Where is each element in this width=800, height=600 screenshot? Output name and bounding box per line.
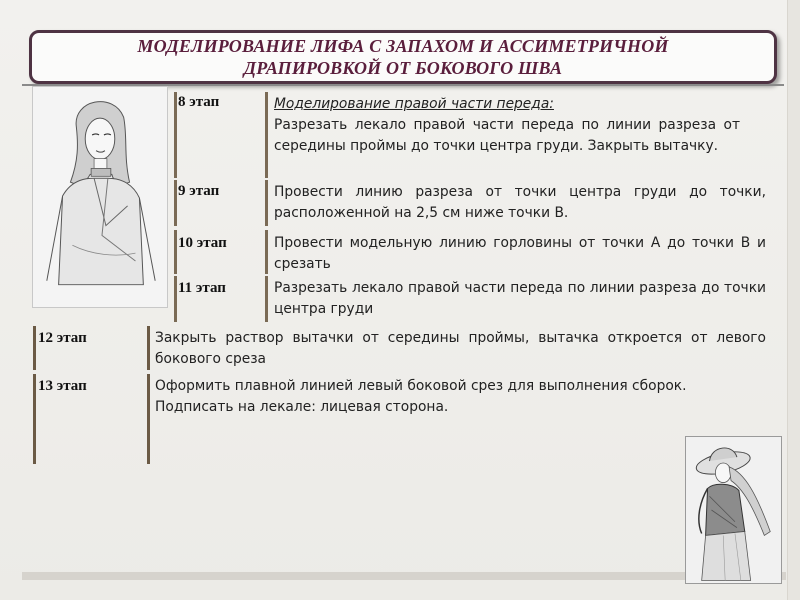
woman-in-hat-icon [686,437,781,583]
stage-label-11: 11 этап [178,280,226,296]
title-line-2: ДРАПИРОВКОЙ ОТ БОКОВОГО ШВА [243,58,563,78]
fashion-sketch-hat-illustration [685,436,782,584]
bottom-bar [22,572,786,580]
slide-edge [787,0,800,600]
stage-bar-11-left [174,276,177,322]
stage-9-text: Провести линию разреза от точки центра груди до точки, расположенной на 2,5 см ниже точки В. [274,184,766,221]
page-title [137,35,668,79]
stage-desc-10 [274,233,766,275]
fashion-sketch-top-illustration [32,86,168,308]
woman-in-wrap-top-icon [33,87,167,307]
stage-bar-8-left [174,92,177,178]
stage-8-heading: Моделирование правой части переда: [274,96,554,112]
stage-bar-13-right [147,374,150,464]
stage-label-9: 9 этап [178,183,220,199]
stage-desc-9 [274,182,766,224]
stage-label-12: 12 этап [38,330,87,346]
stage-12-text: Закрыть раствор вытачки от середины проймы, вытачка откроется от левого бокового среза [155,330,766,367]
title-line-1: МОДЕЛИРОВАНИЕ ЛИФА С ЗАПАХОМ И АССИМЕТРИЧНОЙ [137,36,669,56]
stage-8-text: Разрезать лекало правой части переда по линии разреза от середины проймы до точки центра груди. Закрыть вытачку. [274,117,740,154]
stage-label-10: 10 этап [178,235,227,251]
stage-bar-12-left [33,326,36,370]
stage-bar-13-left [33,374,36,464]
stage-bar-11-right [265,276,268,322]
stage-13-text-1: Оформить плавной линией левый боковой срез для выполнения сборок. [155,378,687,394]
stage-10-text: Провести модельную линию горловины от точки А до точки В и срезать [274,235,766,272]
stage-desc-12 [155,328,766,370]
stage-bar-8-right [265,92,268,178]
stage-desc-13 [155,376,766,418]
stage-bar-9-left [174,180,177,226]
title-box [29,30,777,84]
stage-bar-12-right [147,326,150,370]
stage-11-text: Разрезать лекало правой части переда по линии разреза до точки центра груди [274,280,766,317]
stage-desc-11 [274,278,766,320]
stage-bar-10-left [174,230,177,274]
stage-bar-9-right [265,180,268,226]
stage-bar-10-right [265,230,268,274]
stage-13-text-2: Подписать на лекале: лицевая сторона. [155,399,449,415]
stage-label-13: 13 этап [38,378,87,394]
stage-desc-8 [274,94,740,157]
stage-label-8: 8 этап [178,94,220,110]
